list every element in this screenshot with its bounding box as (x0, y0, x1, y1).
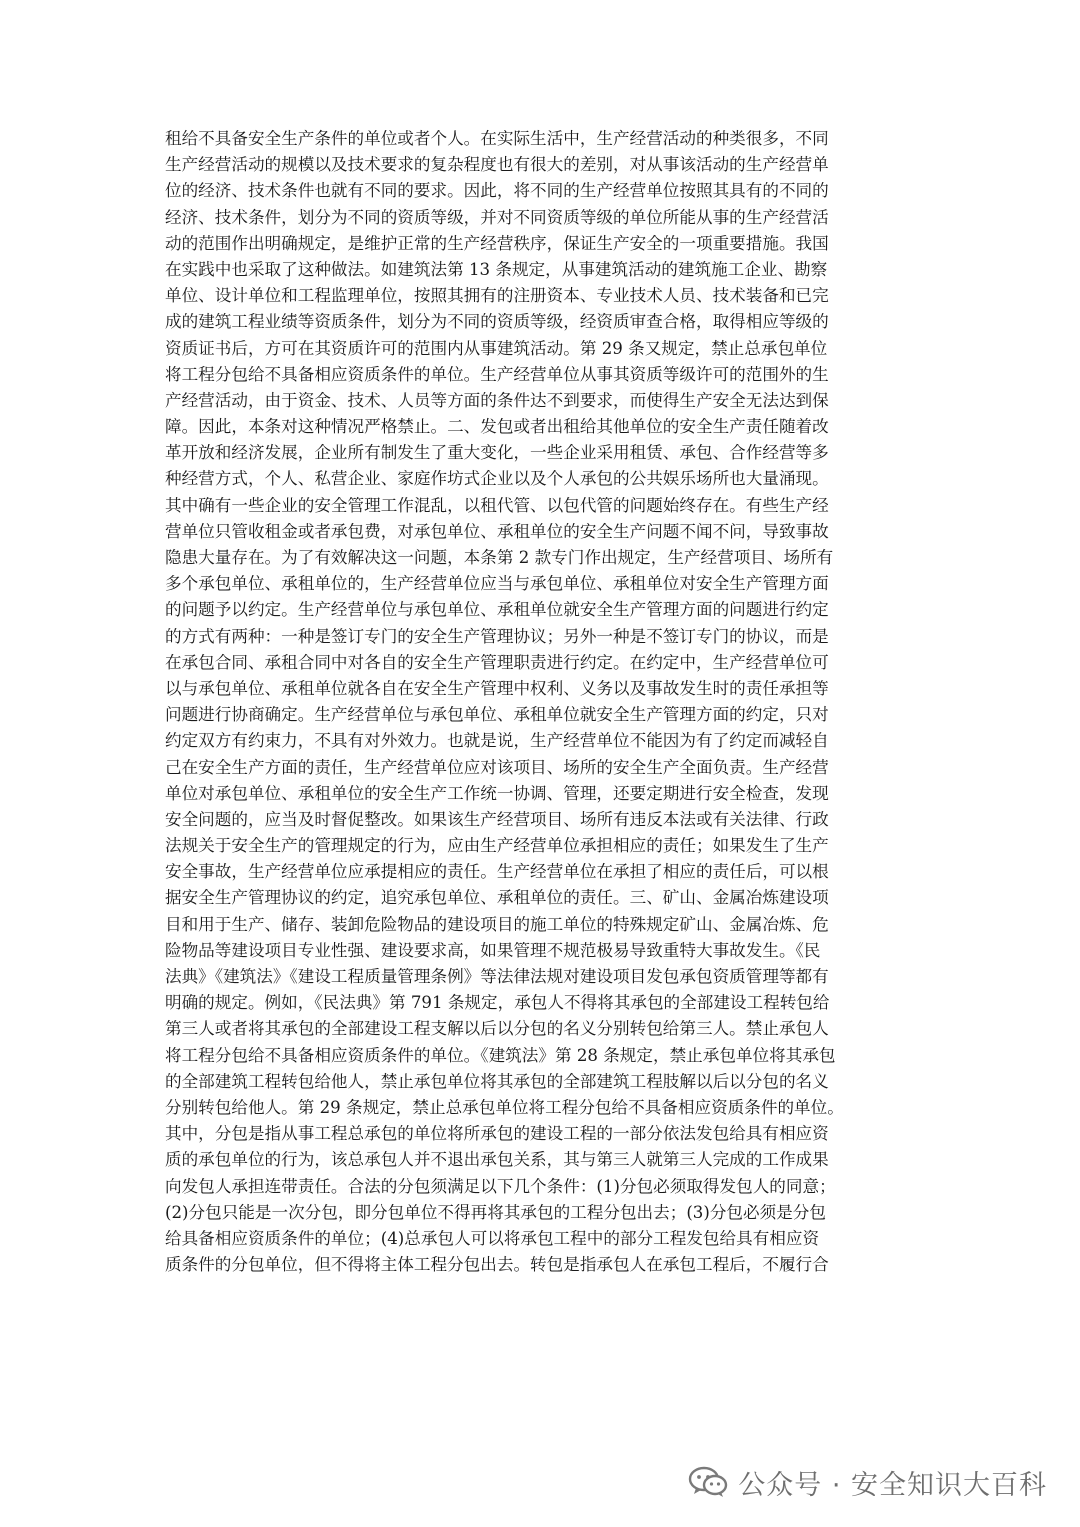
text-line: 产经营活动，由于资金、技术、人员等方面的条件达不到要求，而使得生产安全无法达到保 (165, 390, 829, 410)
text-line: 险物品等建设项目专业性强、建设要求高，如果管理不规范极易导致重特大事故发生。《民 (165, 940, 821, 960)
text-line: 位的经济、技术条件也就有不同的要求。因此，将不同的生产经营单位按照其具有的不同的 (165, 181, 829, 201)
text-line: 经济、技术条件，划分为不同的资质等级，并对不同资质等级的单位所能从事的生产经营活 (165, 207, 829, 227)
text-line: 质的承包单位的行为，该总承包人并不退出承包关系，其与第三人就第三人完成的工作成果 (165, 1150, 829, 1170)
text-line: 资质证书后，方可在其资质许可的范围内从事建筑活动。第 29 条又规定，禁止总承包单位 (165, 338, 828, 358)
text-line: 己在安全生产方面的责任，生产经营单位应对该项目、场所的安全生产全面负责。生产经营 (165, 757, 829, 777)
watermark (688, 1462, 1047, 1502)
watermark-text: 公众号 · 安全知识大百科 (738, 1469, 1047, 1501)
text-line: 将工程分包给不具备相应资质条件的单位。生产经营单位从事其资质等级许可的范围外的生 (165, 364, 829, 384)
text-line: 法典》《建筑法》《建设工程质量管理条例》等法律法规对建设项目发包承包资质管理等都有 (165, 967, 829, 986)
text-line: 动的范围作出明确规定，是维护正常的生产经营秩序，保证生产安全的一项重要措施。我国 (165, 233, 829, 253)
text-line: (2)分包只能是一次分包，即分包单位不得再将其承包的工程分包出去；(3)分包必须是分包 (165, 1202, 826, 1222)
text-line: 第三人或者将其承包的全部建设工程支解以后以分包的名义分别转包给第三人。禁止承包人 (165, 1019, 829, 1039)
text-line: 向发包人承担连带责任。合法的分包须满足以下几个条件：(1)分包必须取得发包人的同意； (165, 1176, 836, 1196)
text-line: 在承包合同、承租合同中对各自的安全生产管理职责进行约定。在约定中，生产经营单位可 (165, 652, 829, 672)
text-line: 分别转包给他人。第 29 条规定，禁止总承包单位将工程分包给不具备相应资质条件的单位。 (165, 1097, 844, 1117)
text-line: 营单位只管收租金或者承包费，对承包单位、承租单位的安全生产问题不闻不问，导致事故 (165, 521, 829, 541)
text-line: 质条件的分包单位，但不得将主体工程分包出去。转包是指承包人在承包工程后，不履行合 (165, 1255, 829, 1275)
text-line: 安全问题的，应当及时督促整改。如果该生产经营项目、场所有违反本法或有关法律、行政 (165, 809, 829, 829)
text-line: 单位、设计单位和工程监理单位，按照其拥有的注册资本、专业技术人员、技术装备和已完 (165, 286, 829, 306)
text-line: 种经营方式，个人、私营企业、家庭作坊式企业以及个人承包的公共娱乐场所也大量涌现。 (165, 469, 829, 489)
text-line: 据安全生产管理协议的约定，追究承包单位、承租单位的责任。三、矿山、金属冶炼建设项 (165, 888, 829, 908)
text-line: 障。因此，本条对这种情况严格禁止。二、发包或者出租给其他单位的安全生产责任随着改 (165, 417, 829, 437)
body-text (165, 126, 920, 1278)
text-line: 安全事故，生产经营单位应承提相应的责任。生产经营单位在承担了相应的责任后，可以根 (165, 862, 829, 882)
text-line: 单位对承包单位、承租单位的安全生产工作统一协调、管理，还要定期进行安全检查，发现 (165, 783, 829, 803)
text-line: 隐患大量存在。为了有效解决这一问题，本条第 2 款专门作出规定，生产经营项目、场所有 (165, 548, 834, 567)
wechat-icon (688, 1466, 728, 1498)
text-line: 的问题予以约定。生产经营单位与承包单位、承租单位就安全生产管理方面的问题进行约定 (165, 600, 829, 620)
text-line: 的全部建筑工程转包给他人，禁止承包单位将其承包的全部建筑工程肢解以后以分包的名义 (165, 1071, 829, 1091)
text-line: 明确的规定。例如，《民法典》第 791 条规定，承包人不得将其承包的全部建设工程转包给 (165, 993, 830, 1013)
text-line: 法规关于安全生产的管理规定的行为，应由生产经营单位承担相应的责任；如果发生了生产 (165, 836, 829, 856)
text-line: 革开放和经济发展，企业所有制发生了重大变化，一些企业采用租赁、承包、合作经营等多 (165, 443, 829, 463)
text-line: 成的建筑工程业绩等资质条件，划分为不同的资质等级，经资质审查合格，取得相应等级的 (165, 312, 829, 332)
text-line: 给具备相应资质条件的单位；(4)总承包人可以将承包工程中的部分工程发包给具有相应资 (165, 1228, 820, 1248)
text-line: 问题进行协商确定。生产经营单位与承包单位、承租单位就安全生产管理方面的约定，只对 (165, 705, 829, 725)
text-line: 其中，分包是指从事工程总承包的单位将所承包的建设工程的一部分依法发包给具有相应资 (165, 1124, 829, 1144)
text-line: 多个承包单位、承租单位的，生产经营单位应当与承包单位、承租单位对安全生产管理方面 (165, 574, 829, 594)
text-line: 将工程分包给不具备相应资质条件的单位。《建筑法》第 28 条规定，禁止承包单位将其承包 (165, 1045, 836, 1065)
text-line: 租给不具备安全生产条件的单位或者个人。在实际生活中，生产经营活动的种类很多，不同 (165, 129, 829, 148)
text-line: 以与承包单位、承租单位就各自在安全生产管理中权利、义务以及事故发生时的责任承担等 (165, 678, 829, 698)
text-line: 在实践中也采取了这种做法。如建筑法第 13 条规定，从事建筑活动的建筑施工企业、勘察 (165, 259, 828, 279)
text-line: 约定双方有约束力，不具有对外效力。也就是说，生产经营单位不能因为有了约定而减轻自 (165, 731, 829, 751)
text-line: 其中确有一些企业的安全管理工作混乱，以租代管、以包代管的问题始终存在。有些生产经 (165, 495, 829, 515)
text-line: 目和用于生产、储存、装卸危险物品的建设项目的施工单位的特殊规定矿山、金属冶炼、危 (165, 914, 829, 934)
text-line: 生产经营活动的规模以及技术要求的复杂程度也有很大的差别，对从事该活动的生产经营单 (165, 155, 829, 175)
text-line: 的方式有两种：一种是签订专门的安全生产管理协议；另外一种是不签订专门的协议，而是 (165, 626, 829, 646)
